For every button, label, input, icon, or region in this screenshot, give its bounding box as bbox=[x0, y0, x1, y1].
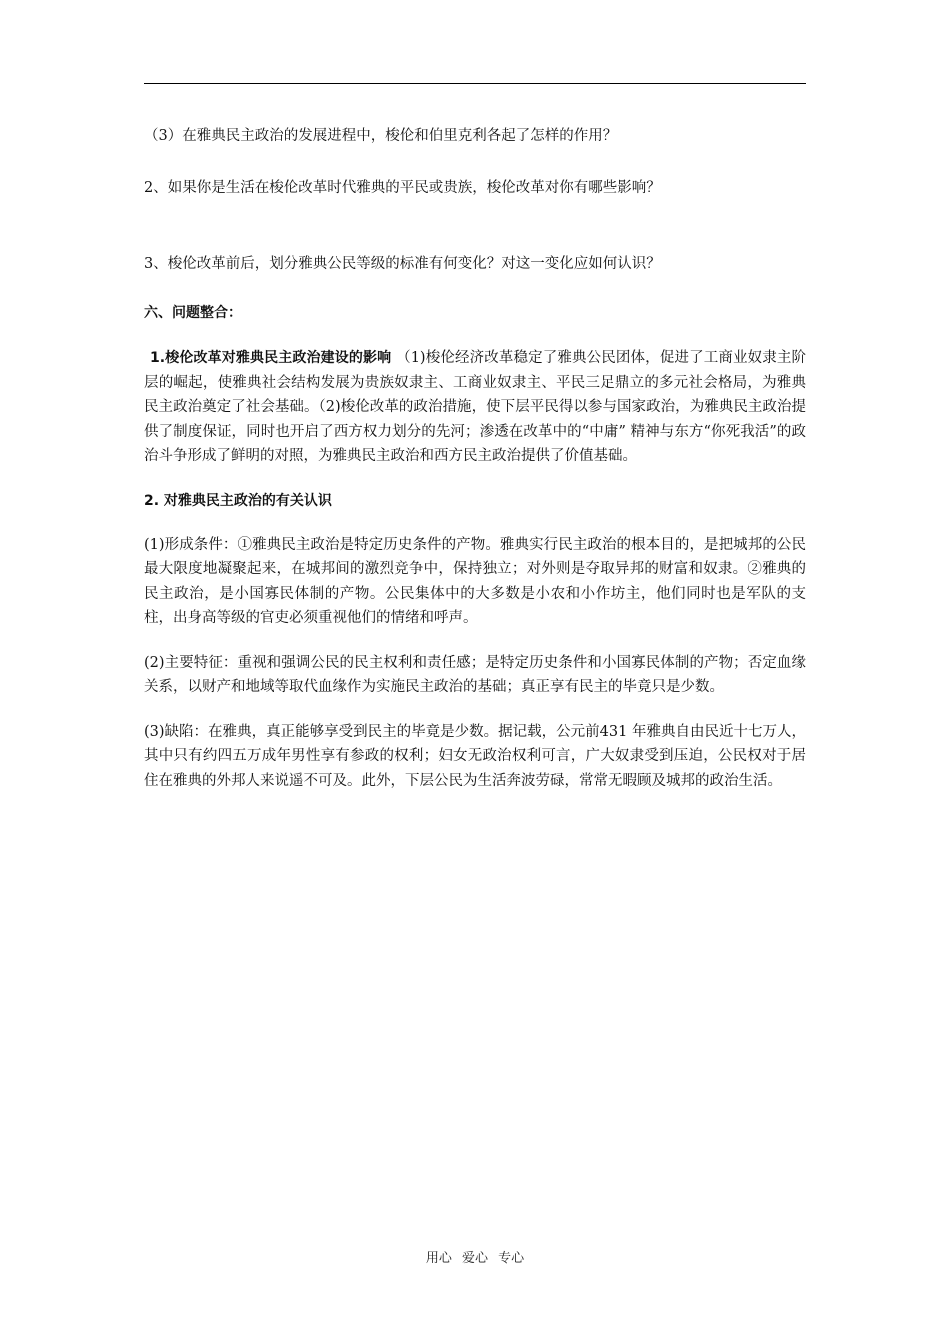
defects-paragraph: (3)缺陷：在雅典，真正能够享受到民主的毕竟是少数。据记载，公元前431 年雅典自由民近十七万人，其中只有约四五万成年男性享有参政的权利；妇女无政治权利可言，广大奴隶受到压迫，公民权对于居住在雅典的外邦人来说遥不可及。此外，下层公民为生活奔波劳碌，常常无暇顾及城邦的政治生活。 bbox=[144, 723, 806, 789]
point-2-heading: 2. 对雅典民主政治的有关认识 bbox=[144, 492, 332, 509]
section-heading: 六、问题整合： bbox=[144, 305, 242, 321]
question-3: 3、梭伦改革前后，划分雅典公民等级的标准有何变化？对这一变化应如何认识？ bbox=[144, 256, 661, 272]
main-features-paragraph: (2)主要特征：重视和强调公民的民主权利和责任感；是特定历史条件和小国寡民体制的产物；否定血缘关系，以财产和地域等取代血缘作为实施民主政治的基础；真正享有民主的毕竟只是少数。 bbox=[144, 654, 806, 695]
point-1-lead: 1.梭伦改革对雅典民主政治建设的影响 bbox=[150, 350, 392, 366]
point-1-body: （1)梭伦经济改革稳定了雅典公民团体，促进了工商业奴隶主阶层的崛起，使雅典社会结构发展为贵族奴隶主、工商业奴隶主、平民三足鼎立的多元社会格局，为雅典民主政治奠定了社会基础。（2)梭伦改革的政治措施，使下层平民得以参与国家政治，为雅典民主政治提供了制度保证，同时也开启了西方权力划分的先河；渗透在改革中的“中庸” 精神与东方“你死我活”的政治斗争形成了鲜明的对照，为雅典民主政治和西方民主政治提供了价值基础。 bbox=[144, 350, 807, 464]
question-3-sub: （3）在雅典民主政治的发展进程中，梭伦和伯里克利各起了怎样的作用？ bbox=[144, 128, 618, 144]
point-1-paragraph bbox=[144, 346, 806, 469]
formation-conditions-paragraph: (1)形成条件：①雅典民主政治是特定历史条件的产物。雅典实行民主政治的根本目的，是把城邦的公民最大限度地凝聚起来，在城邦间的激烈竞争中，保持独立；对外则是夺取异邦的财富和奴隶。②雅典的民主政治，是小国寡民体制的产物。公民集体中的大多数是小农和小作坊主，他们同时也是军队的支柱，出身高等级的官吏必须重视他们的情绪和呼声。 bbox=[144, 536, 806, 626]
question-2: 2、如果你是生活在梭伦改革时代雅典的平民或贵族，梭伦改革对你有哪些影响？ bbox=[144, 180, 661, 196]
document-body bbox=[144, 124, 806, 793]
page-footer: 用心 爱心 专心 bbox=[425, 1251, 525, 1266]
header-rule bbox=[144, 83, 806, 84]
